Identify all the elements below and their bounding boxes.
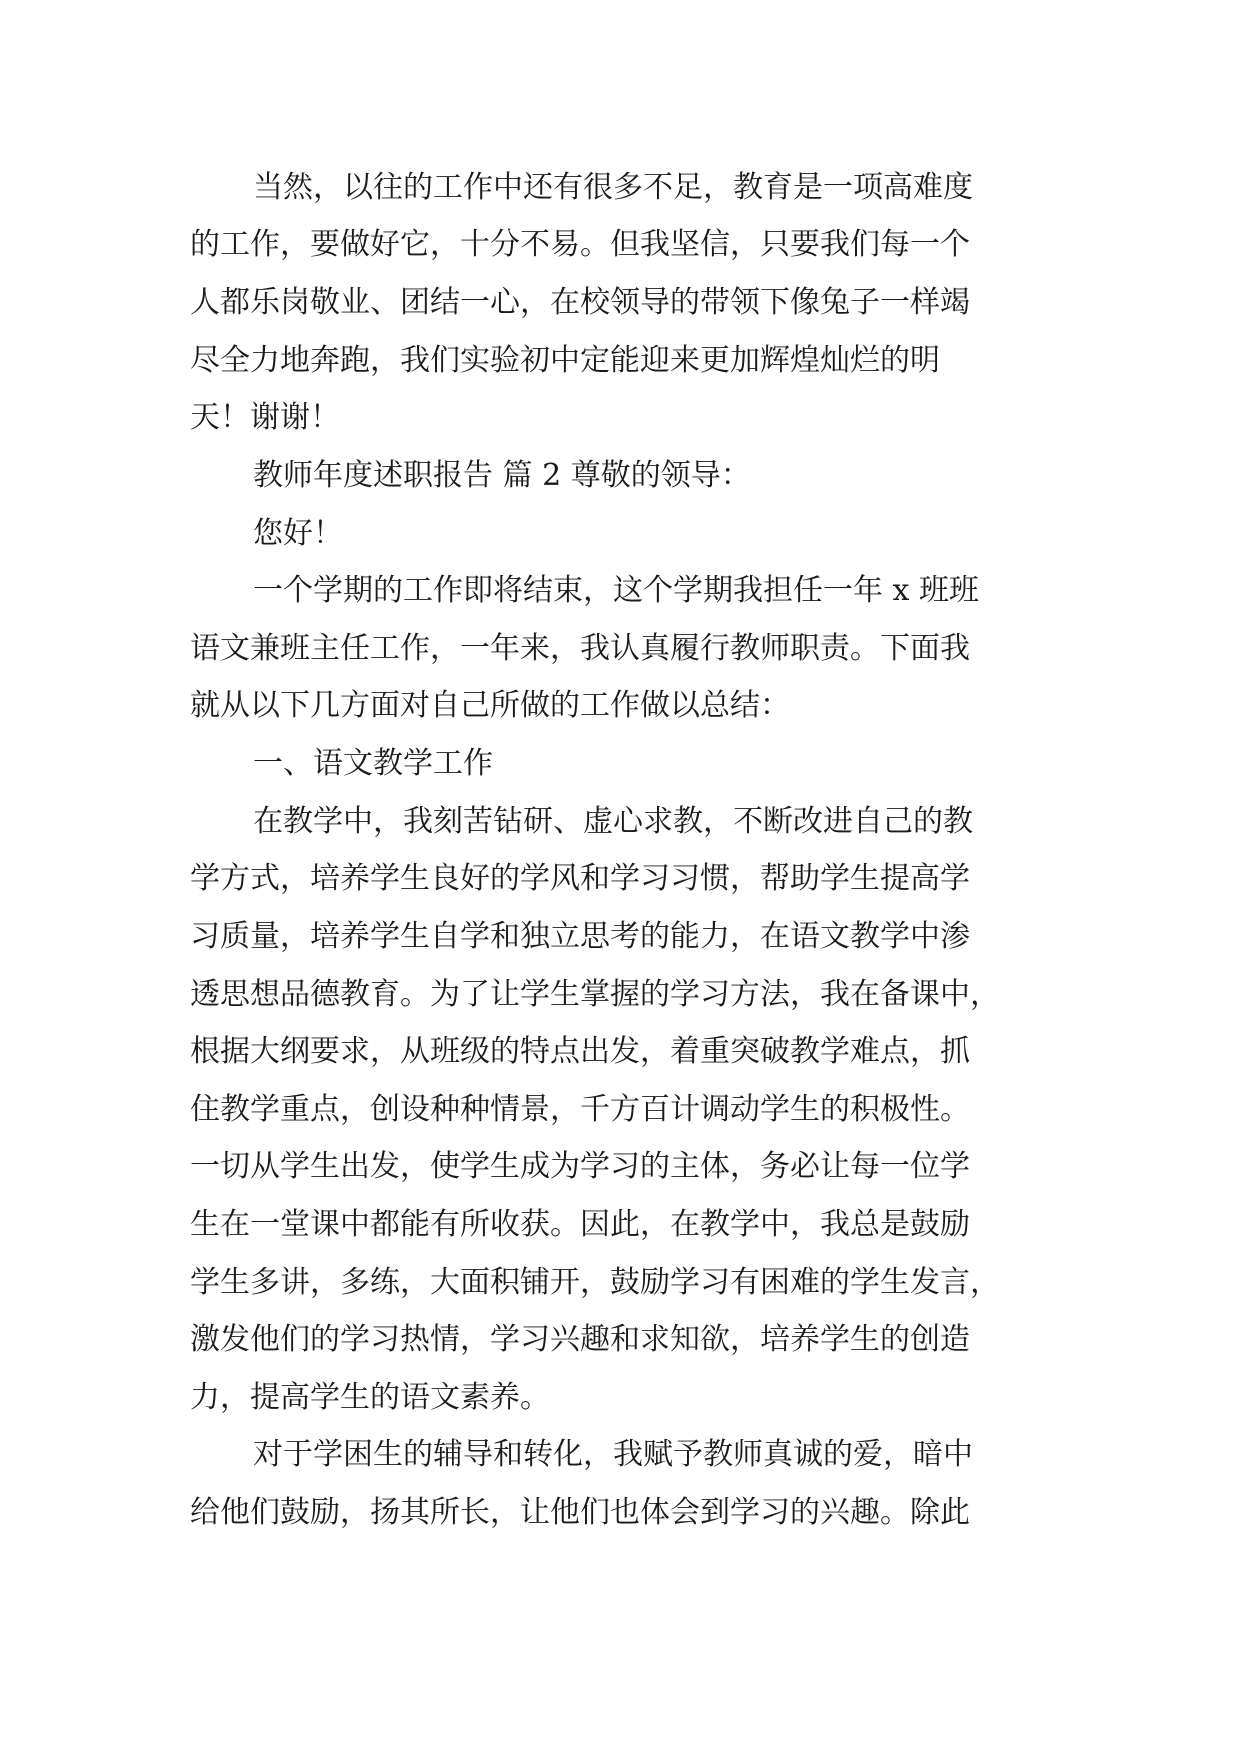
text-line: 天！谢谢！ [190,400,340,435]
text-line: 根据大纲要求，从班级的特点出发，着重突破教学难点，抓 [190,1034,970,1069]
text-line: 激发他们的学习热情，学习兴趣和求知欲，培养学生的创造 [190,1322,970,1357]
text-line: 生在一堂课中都能有所收获。因此，在教学中，我总是鼓励 [190,1207,970,1242]
text-line: 教师年度述职报告 篇 2 尊敬的领导： [253,458,751,493]
text-line: 的工作，要做好它，十分不易。但我坚信，只要我们每一个 [190,227,970,262]
text-line: 对于学困生的辅导和转化，我赋予教师真诚的爱，暗中 [253,1437,973,1472]
text-line: 学方式，培养学生良好的学风和学习习惯，帮助学生提高学 [190,861,970,896]
text-line: 您好！ [253,516,343,551]
text-line: 人都乐岗敬业、团结一心，在校领导的带领下像兔子一样竭 [190,285,970,320]
text-line: 给他们鼓励，扬其所长，让他们也体会到学习的兴趣。除此 [190,1495,970,1530]
text-line: 一个学期的工作即将结束，这个学期我担任一年 x 班班 [253,573,979,608]
text-line: 一、语文教学工作 [253,746,493,781]
text-line: 习质量，培养学生自学和独立思考的能力，在语文教学中渗 [190,919,970,954]
text-line: 透思想品德教育。为了让学生掌握的学习方法，我在备课中， [190,977,1000,1012]
text-line: 在教学中，我刻苦钻研、虚心求教，不断改进自己的教 [253,804,973,839]
text-line: 一切从学生出发，使学生成为学习的主体，务必让每一位学 [190,1149,970,1184]
text-line: 力，提高学生的语文素养。 [190,1380,550,1415]
text-line: 就从以下几方面对自己所做的工作做以总结： [190,688,790,723]
text-line: 学生多讲，多练，大面积铺开，鼓励学习有困难的学生发言， [190,1265,1000,1300]
text-line: 当然，以往的工作中还有很多不足，教育是一项高难度 [253,170,973,205]
text-line: 住教学重点，创设种种情景，千方百计调动学生的积极性。 [190,1092,970,1127]
text-line: 语文兼班主任工作，一年来，我认真履行教师职责。下面我 [190,631,970,666]
text-line: 尽全力地奔跑，我们实验初中定能迎来更加辉煌灿烂的明 [190,343,940,378]
